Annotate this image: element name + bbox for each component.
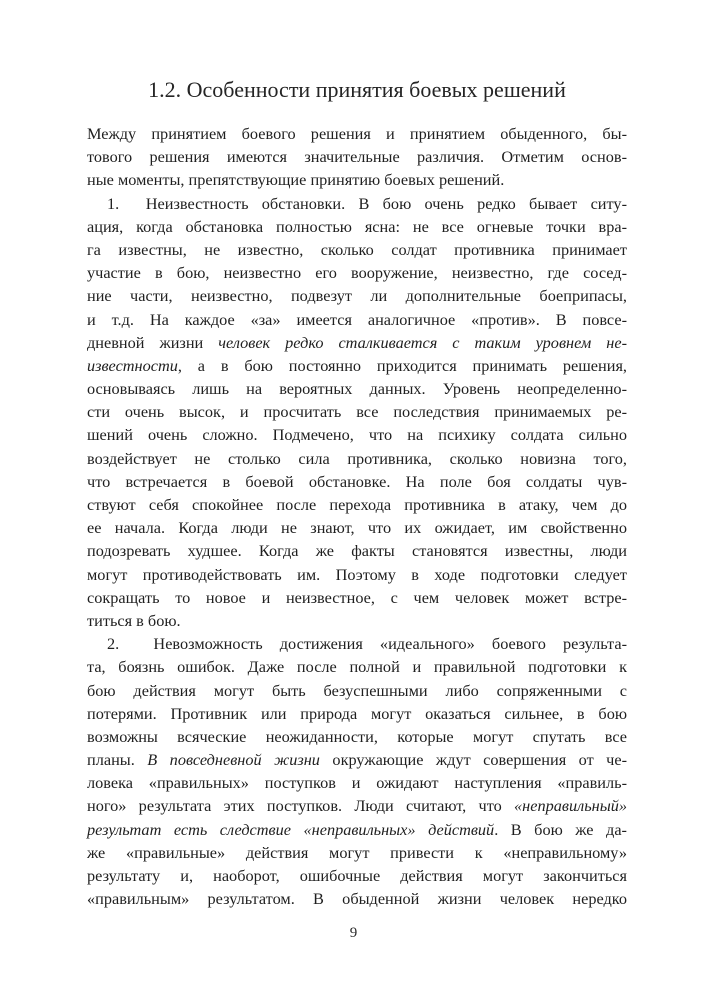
text-run: результат есть следствие «неправильных» действий [87, 819, 495, 839]
text-run: возможны всяческие неожиданности, которые могут спутать все [87, 726, 627, 746]
text-run: В повседневной жизни [147, 750, 320, 770]
text-line [87, 145, 627, 168]
text-line [87, 215, 627, 238]
text-line [87, 818, 627, 841]
text-line [87, 725, 627, 748]
text-run: ствуют себя спокойнее после перехода противника в атаку, чем до [87, 495, 627, 514]
text-run: что встречается в боевой обстановке. На поле боя солдаты чув- [87, 471, 627, 491]
text-line [87, 702, 627, 725]
text-run: ловека «правильных» поступков и ожидают наступления «правиль- [87, 773, 627, 793]
text-line [87, 609, 627, 632]
text-run: ее начала. Когда люди не знают, что их ожидает, им свойственно [87, 518, 627, 538]
text-run: сокращать то новое и неизвестное, с чем человек может встре- [87, 587, 627, 607]
text-line [87, 539, 627, 562]
text-run: шений очень сложно. Подмечено, что на психику солдата сильно [87, 425, 627, 445]
text-run: окружающие ждут совершения от че- [319, 750, 628, 770]
text-line [87, 284, 627, 307]
text-line [87, 493, 627, 516]
text-line [87, 586, 627, 609]
text-run: воздействует не столько сила противника, сколько новизна того, [87, 448, 627, 468]
text-run: га известны, не известно, сколько солдат противника принимает [87, 239, 627, 259]
text-line [87, 400, 627, 423]
page-number: 9 [349, 925, 358, 941]
text-run: участие в бою, неизвестно его вооружение, неизвестно, где сосед- [87, 263, 627, 283]
text-line [87, 192, 627, 215]
text-run: 2. Невозможность достижения «идеального» боевого результа- [107, 634, 627, 654]
text-line [87, 423, 627, 446]
text-line [87, 122, 627, 145]
text-run: . В бою же да- [494, 819, 627, 839]
text-line [87, 470, 627, 493]
text-line [87, 841, 627, 864]
text-run: потерями. Противник или природа могут оказаться сильнее, в бою [87, 703, 627, 723]
text-line [87, 238, 627, 261]
text-line [87, 887, 627, 910]
text-run: подозревать худшее. Когда же факты становятся известны, люди [87, 541, 627, 561]
text-line [87, 864, 627, 887]
text-line [87, 308, 627, 331]
text-run: сти очень высок, и просчитать все последствия принимаемых ре- [87, 402, 627, 422]
text-run: «неправильный» [514, 796, 627, 816]
text-run: , а в бою постоянно приходится принимать решения, [177, 355, 627, 375]
text-line [87, 168, 627, 191]
text-run: Между принятием боевого решения и принятием обыденного, бы- [87, 124, 627, 143]
body-text [87, 122, 627, 910]
text-run: 1. Неизвестность обстановки. В бою очень редко бывает ситу- [107, 193, 627, 213]
text-line [87, 632, 627, 655]
text-line [87, 563, 627, 586]
text-line [87, 516, 627, 539]
text-line [87, 377, 627, 400]
text-line [87, 771, 627, 794]
text-run: могут противодействовать им. Поэтому в ходе подготовки следует [87, 564, 627, 584]
text-run: и т.д. На каждое «за» имеется аналогичное «против». В повсе- [87, 309, 627, 329]
text-run: дневной жизни [87, 332, 219, 352]
text-line [87, 794, 627, 817]
text-run: тового решения имеются значительные различия. Отметим основ- [87, 147, 627, 167]
text-run: та, боязнь ошибок. Даже после полной и правильной подготовки к [87, 657, 627, 677]
text-line [87, 679, 627, 702]
text-run: ного» результата этих поступков. Люди считают, что [87, 796, 515, 816]
section-title: 1.2. Особенности принятия боевых решений [148, 77, 566, 102]
text-run: человек редко сталкивается с таким уровнем не- [218, 332, 627, 352]
text-run: планы. [87, 750, 148, 770]
text-line [87, 331, 627, 354]
text-run: бою действия могут быть безуспешными либо сопряженными с [87, 680, 627, 700]
text-run: ные моменты, препятствующие принятию боевых решений. [87, 170, 505, 190]
text-run: «правильным» результатом. В обыденной жизни человек нередко [87, 889, 627, 909]
text-line [87, 447, 627, 470]
text-run: известности [87, 355, 178, 375]
text-run: титься в бою. [87, 610, 181, 630]
text-run: ация, когда обстановка полностью ясна: не все огневые точки вра- [87, 216, 627, 236]
text-run: ние части, неизвестно, подвезут ли дополнительные боеприпасы, [87, 286, 627, 306]
text-line [87, 354, 627, 377]
text-run: основываясь лишь на вероятных данных. Уровень неопределенно- [87, 379, 627, 399]
text-line [87, 261, 627, 284]
text-run: результату и, наоборот, ошибочные действия могут закончиться [87, 866, 627, 885]
text-run: же «правильные» действия могут привести к «неправильному» [87, 842, 627, 862]
text-line [87, 748, 627, 771]
text-line [87, 655, 627, 678]
